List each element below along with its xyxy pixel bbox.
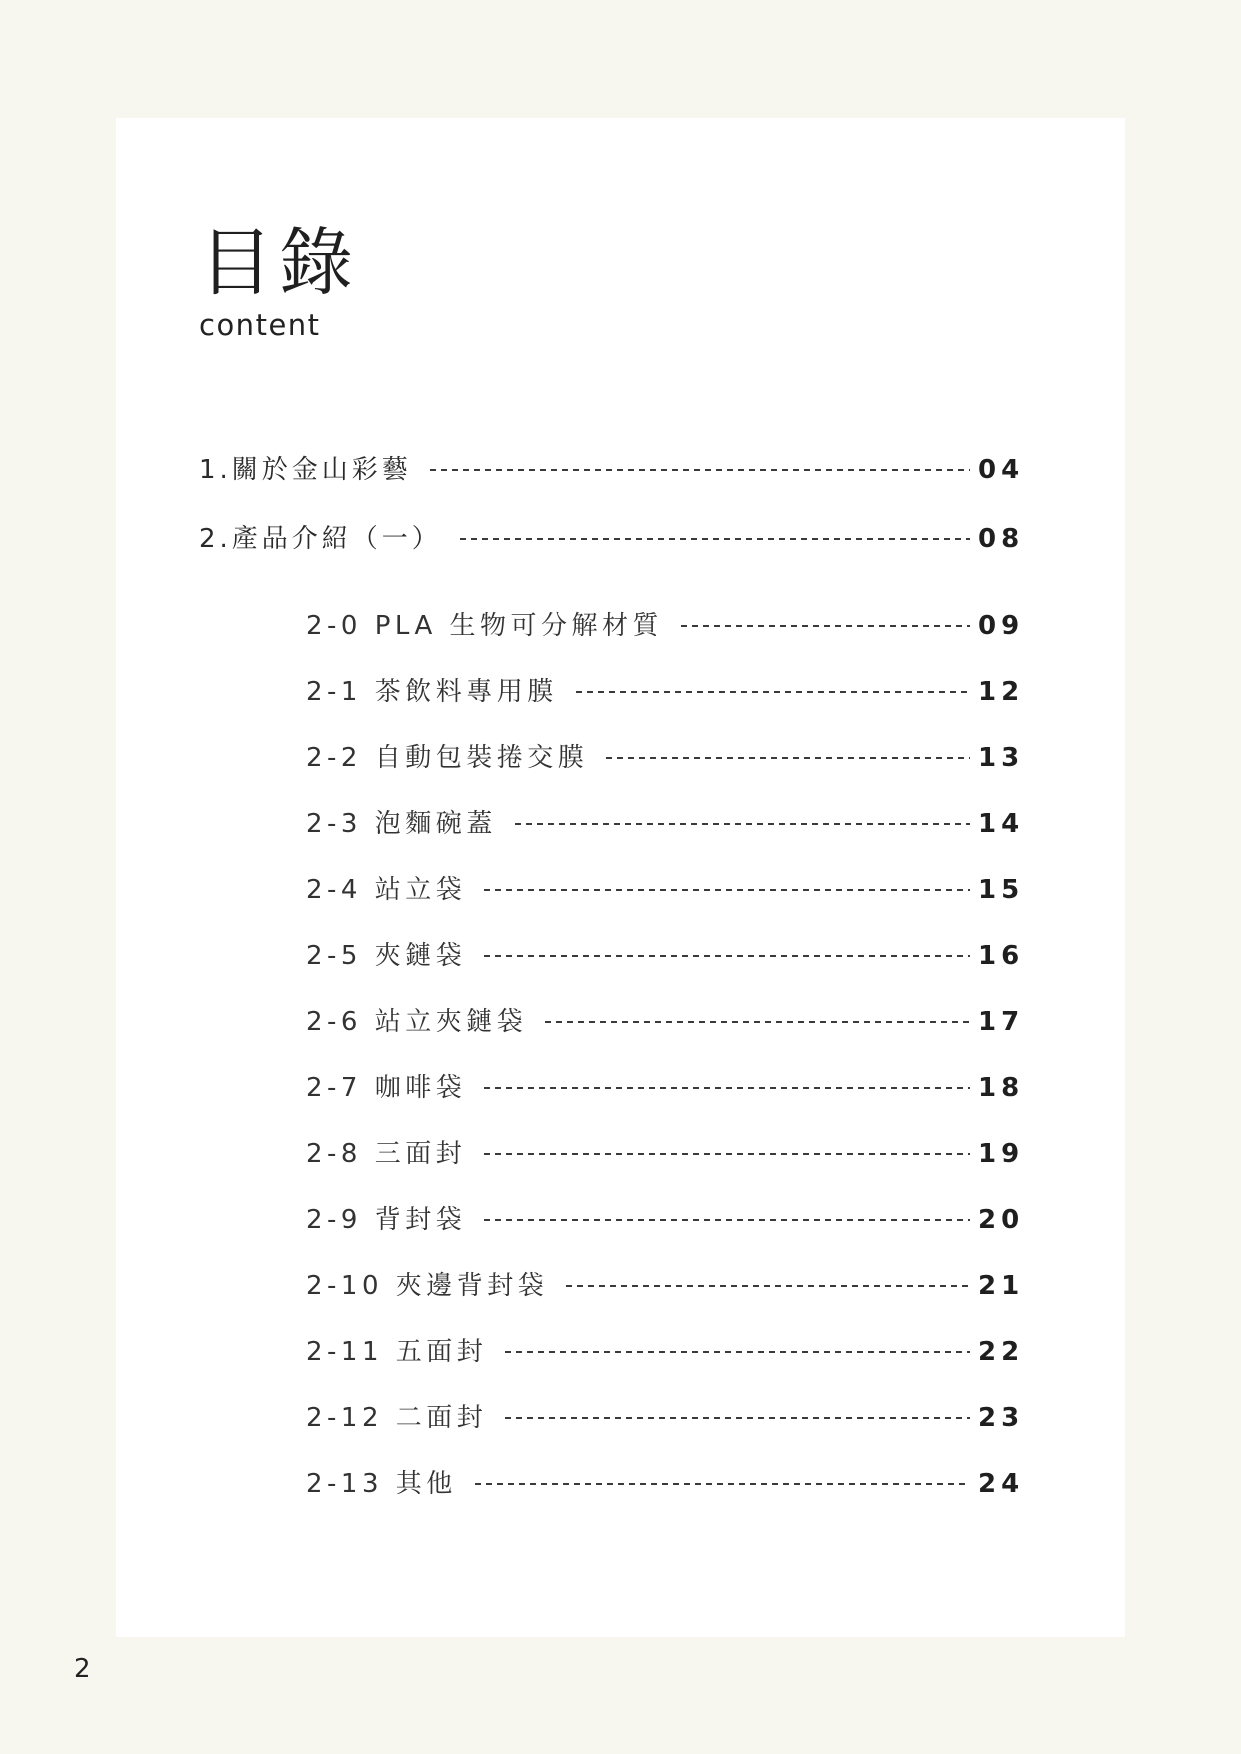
toc-subentry-2-11[interactable] [306, 1332, 1024, 1372]
toc-subentry-label: 2-11 五面封 [306, 1337, 488, 1367]
toc-entry-label: 2.產品介紹（一） [199, 524, 442, 554]
toc-subentry-page: 13 [978, 743, 1025, 773]
page-subtitle: content [199, 308, 321, 342]
dot-leader [484, 889, 970, 891]
toc-subentry-page: 19 [978, 1139, 1025, 1169]
dot-leader [484, 955, 970, 957]
toc-subentry-page: 14 [978, 809, 1025, 839]
toc-subentry-label: 2-5 夾鏈袋 [306, 941, 467, 971]
dot-leader [606, 757, 970, 759]
dot-leader [475, 1483, 970, 1485]
toc-subentry-page: 18 [978, 1073, 1025, 1103]
dot-leader [515, 823, 970, 825]
toc-subentry-page: 24 [978, 1469, 1025, 1499]
toc-subentry-label: 2-13 其他 [306, 1469, 457, 1499]
toc-subentry-2-10[interactable] [306, 1266, 1024, 1306]
toc-subentry-label: 2-1 茶飲料專用膜 [306, 677, 558, 707]
toc-subentry-label: 2-7 咖啡袋 [306, 1073, 467, 1103]
toc-entry-page: 04 [978, 455, 1025, 485]
toc-subentry-2-6[interactable] [306, 1002, 1024, 1042]
toc-subentry-page: 12 [978, 677, 1025, 707]
toc-subentry-label: 2-4 站立袋 [306, 875, 467, 905]
toc-subentry-2-1[interactable] [306, 672, 1024, 712]
toc-subentry-2-7[interactable] [306, 1068, 1024, 1108]
toc-subentry-page: 15 [978, 875, 1025, 905]
dot-leader [576, 691, 970, 693]
dot-leader [460, 538, 970, 540]
toc-subentry-label: 2-12 二面封 [306, 1403, 488, 1433]
toc-subentry-page: 21 [978, 1271, 1025, 1301]
toc-entry-1[interactable] [199, 450, 1024, 490]
page-title: 目錄 [199, 220, 359, 306]
toc-entry-2[interactable] [199, 519, 1024, 559]
page-number: 2 [74, 1654, 91, 1684]
toc-subentry-2-8[interactable] [306, 1134, 1024, 1174]
toc-subentry-2-3[interactable] [306, 804, 1024, 844]
toc-subentry-page: 23 [978, 1403, 1025, 1433]
toc-subentry-label: 2-0 PLA 生物可分解材質 [306, 611, 664, 641]
dot-leader [505, 1351, 970, 1353]
dot-leader [566, 1285, 970, 1287]
toc-subentry-label: 2-9 背封袋 [306, 1205, 467, 1235]
dot-leader [484, 1219, 970, 1221]
dot-leader [545, 1021, 970, 1023]
toc-subentry-page: 09 [978, 611, 1025, 641]
toc-subentry-label: 2-10 夾邊背封袋 [306, 1271, 549, 1301]
toc-subentry-2-4[interactable] [306, 870, 1024, 910]
toc-subentry-label: 2-2 自動包裝捲交膜 [306, 743, 589, 773]
dot-leader [681, 625, 970, 627]
toc-subentry-page: 20 [978, 1205, 1025, 1235]
page-sheet [116, 118, 1125, 1637]
toc-subentry-2-12[interactable] [306, 1398, 1024, 1438]
toc-subentry-2-2[interactable] [306, 738, 1024, 778]
toc-subentry-page: 17 [978, 1007, 1025, 1037]
toc-subentry-page: 22 [978, 1337, 1025, 1367]
dot-leader [505, 1417, 970, 1419]
toc-subentry-label: 2-3 泡麵碗蓋 [306, 809, 497, 839]
toc-entry-label: 1.關於金山彩藝 [199, 455, 412, 485]
toc-subentry-page: 16 [978, 941, 1025, 971]
toc-subentry-2-9[interactable] [306, 1200, 1024, 1240]
toc-subentry-label: 2-8 三面封 [306, 1139, 467, 1169]
dot-leader [430, 469, 970, 471]
toc-subentry-2-13[interactable] [306, 1464, 1024, 1504]
toc-subentry-2-0[interactable] [306, 606, 1024, 646]
toc-subentry-2-5[interactable] [306, 936, 1024, 976]
toc-subentry-label: 2-6 站立夾鏈袋 [306, 1007, 528, 1037]
dot-leader [484, 1153, 970, 1155]
toc-entry-page: 08 [978, 524, 1025, 554]
dot-leader [484, 1087, 970, 1089]
